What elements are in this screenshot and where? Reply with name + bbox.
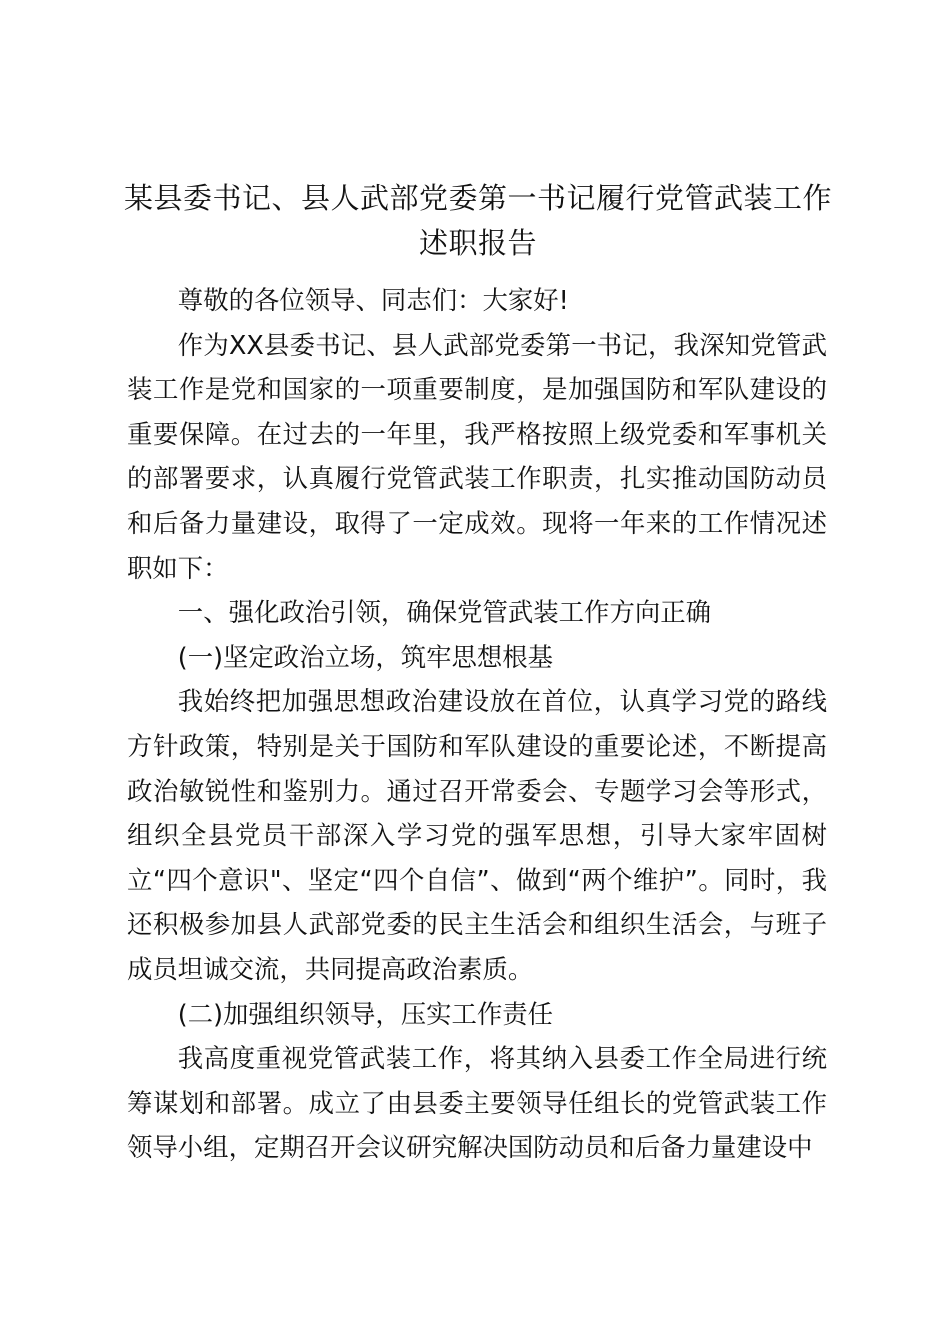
subsection-heading: (一)坚定政治立场，筑牢思想根基 (177, 641, 554, 672)
body-paragraph: 我始终把加强思想政治建设放在首位，认真学习党的路线方针政策，特别是关于国防和军队建设的重要论述，不断提高政治敏锐性和鉴别力。通过召开常委会、专题学习会等形式，组织全县党员干部深入学习党的强军思想，引导大家牢固树立“四个意识"、坚定“四个自信”、做到“两个维护”。同时，我还积极参加县人武部党委的民主生活会和组织生活会，与班子成员坦诚交流，共同提高政治素质。 (127, 686, 827, 984)
intro-paragraph: 作为XX县委书记、县人武部党委第一书记，我深知党管武装工作是党和国家的一项重要制度，是加强国防和军队建设的重要保障。在过去的一年里，我严格按照上级党委和军事机关的部署要求，认真履行党管武装工作职责，扎实推动国防动员和后备力量建设，取得了一定成效。现将一年来的工作情况述职如下： (127, 329, 827, 583)
greeting-paragraph: 尊敬的各位领导、同志们：大家好! (177, 285, 569, 315)
section-heading: 一、强化政治引领，确保党管武装工作方向正确 (177, 597, 711, 628)
document-body (127, 278, 827, 1170)
body-paragraph: 我高度重视党管武装工作，将其纳入县委工作全局进行统筹谋划和部署。成立了由县委主要领导任组长的党管武装工作领导小组，定期召开会议研究解决国防动员和后备力量建设中 (127, 1043, 827, 1163)
document-title: 某县委书记、县人武部党委第一书记履行党管武装工作述职报告 (123, 181, 832, 260)
subsection-heading: (二)加强组织领导，压实工作责任 (177, 998, 554, 1029)
